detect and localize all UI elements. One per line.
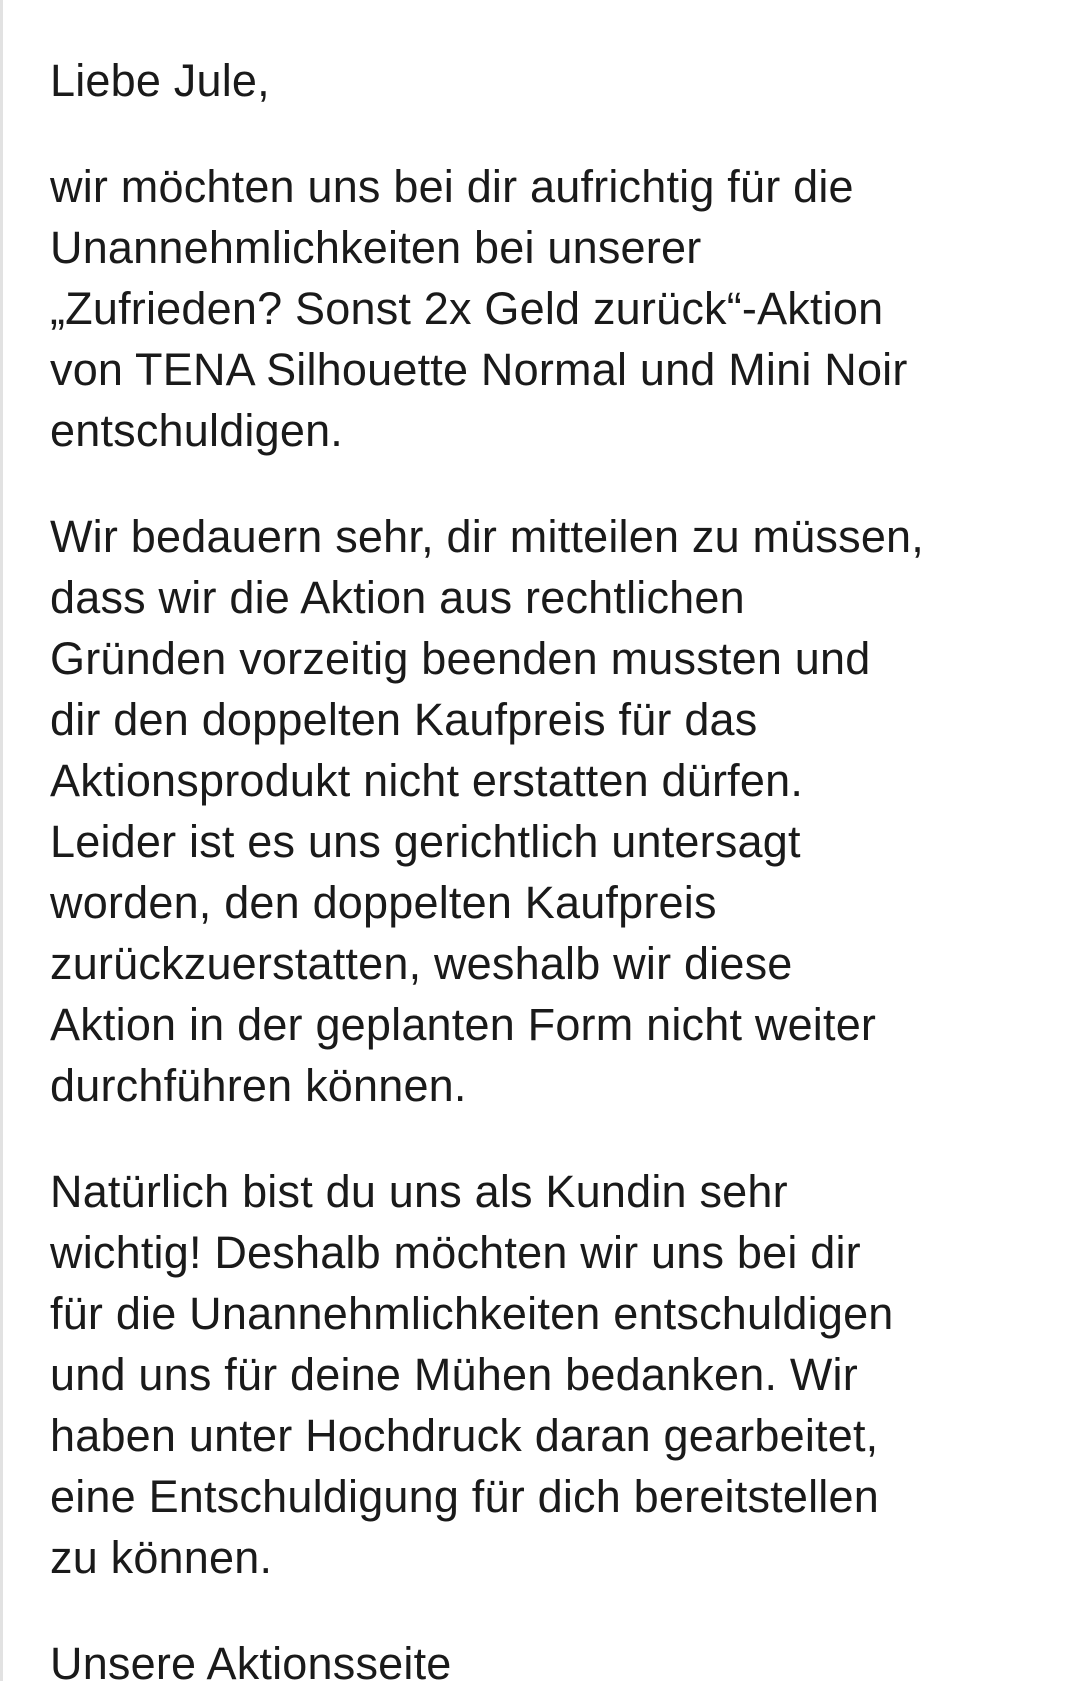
text-line: durchführen können. bbox=[50, 1060, 467, 1111]
text-line: wichtig! Deshalb möchten wir uns bei dir bbox=[50, 1227, 861, 1278]
text-line: Wir bedauern sehr, dir mitteilen zu müssen, bbox=[50, 511, 924, 562]
text-line: Unannehmlichkeiten bei unserer bbox=[50, 222, 702, 273]
text-line: zurückzuerstatten, weshalb wir diese bbox=[50, 938, 793, 989]
text-line: Aktionsprodukt nicht erstatten dürfen. bbox=[50, 755, 804, 806]
email-body bbox=[50, 50, 1060, 1694]
text-line: für die Unannehmlichkeiten entschuldigen bbox=[50, 1288, 894, 1339]
text-line: dass wir die Aktion aus rechtlichen bbox=[50, 572, 745, 623]
text-line: haben unter Hochdruck daran gearbeitet, bbox=[50, 1410, 879, 1461]
text-line: Natürlich bist du uns als Kundin sehr bbox=[50, 1166, 788, 1217]
text-line: wir möchten uns bei dir aufrichtig für die bbox=[50, 161, 854, 212]
text-line: „Zufrieden? Sonst 2x Geld zurück“-Aktion bbox=[50, 283, 884, 334]
text-line: von TENA Silhouette Normal und Mini Noir bbox=[50, 344, 908, 395]
promo-page-text: Unsere Aktionsseite bbox=[50, 1638, 452, 1689]
text-line: eine Entschuldigung für dich bereitstellen bbox=[50, 1471, 879, 1522]
text-line: Leider ist es uns gerichtlich untersagt bbox=[50, 816, 801, 867]
text-line: und uns für deine Mühen bedanken. Wir bbox=[50, 1349, 858, 1400]
text-line: Gründen vorzeitig beenden mussten und bbox=[50, 633, 871, 684]
left-border bbox=[0, 0, 3, 1681]
paragraph-explanation bbox=[50, 506, 1060, 1116]
text-line: zu können. bbox=[50, 1532, 273, 1583]
paragraph-gap bbox=[50, 111, 1060, 156]
paragraph-gap bbox=[50, 1116, 1060, 1161]
text-line: Aktion in der geplanten Form nicht weiter bbox=[50, 999, 877, 1050]
text-line: worden, den doppelten Kaufpreis bbox=[50, 877, 717, 928]
paragraph-thanks bbox=[50, 1161, 1060, 1588]
paragraph-gap bbox=[50, 1588, 1060, 1633]
greeting: Liebe Jule, bbox=[50, 55, 270, 106]
paragraph-apology bbox=[50, 156, 1060, 461]
text-line: dir den doppelten Kaufpreis für das bbox=[50, 694, 758, 745]
text-line: entschuldigen. bbox=[50, 405, 344, 456]
paragraph-gap bbox=[50, 461, 1060, 506]
